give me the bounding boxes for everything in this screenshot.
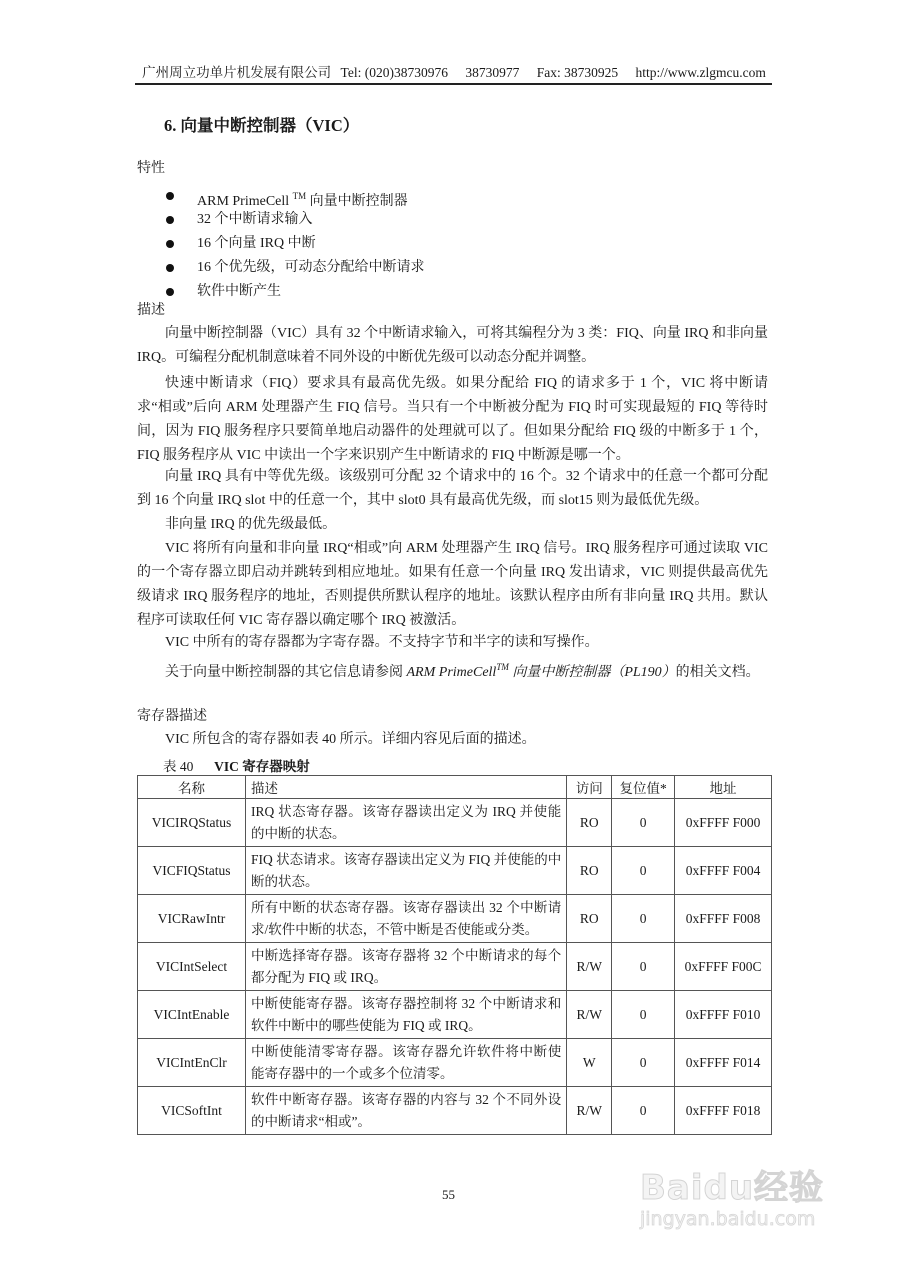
list-item: ARM PrimeCell ™ 向量中断控制器 [137, 184, 425, 208]
register-map-table [137, 775, 772, 1135]
register-address: 0xFFFF F014 [675, 1039, 772, 1087]
column-header-access: 访问 [567, 776, 612, 799]
register-address: 0xFFFF F00C [675, 943, 772, 991]
register-access: R/W [567, 991, 612, 1039]
register-reset: 0 [612, 991, 675, 1039]
register-access: RO [567, 847, 612, 895]
paragraph-word-registers: VIC 中所有的寄存器都为字寄存器。不支持字节和半字的读和写操作。 [165, 635, 599, 650]
register-access: R/W [567, 1087, 612, 1135]
register-reset: 0 [612, 847, 675, 895]
list-item: 16 个优先级，可动态分配给中断请求 [137, 256, 425, 280]
section-title: 6. 向量中断控制器（VIC） [164, 116, 360, 135]
registers-heading: 寄存器描述 [137, 709, 207, 724]
register-description: 软件中断寄存器。该寄存器的内容与 32 个不同外设的中断请求“相或”。 [245, 1087, 566, 1135]
column-header-address: 地址 [675, 776, 772, 799]
list-item: 32 个中断请求输入 [137, 208, 425, 232]
watermark-logo: Baidu经验 [640, 1168, 825, 1208]
register-address: 0xFFFF F008 [675, 895, 772, 943]
table-row [138, 847, 772, 895]
table-row [138, 799, 772, 847]
register-reset: 0 [612, 1087, 675, 1135]
features-heading: 特性 [137, 161, 165, 176]
bullet-icon [166, 240, 174, 248]
register-access: RO [567, 895, 612, 943]
trademark: TM [292, 191, 307, 201]
paragraph-irq-signal: VIC 将所有向量和非向量 IRQ“相或”向 ARM 处理器产生 IRQ 信号。IRQ 服务程序可通过读取 VIC 的一个寄存器立即启动并跳转到相应地址。如果有任意一个向量 IRQ 发出请求，VIC 则提供最高优先级请求 IRQ 服务程序的地址，否则提供所默认程序的地址。该默认程序由所有非向量 IRQ 共用。默认程序可读取任何 VIC 寄存器以确定哪个 IRQ 被激活。 [137, 541, 768, 628]
register-description: IRQ 状态寄存器。该寄存器读出定义为 IRQ 并使能的中断的状态。 [245, 799, 566, 847]
register-reset: 0 [612, 943, 675, 991]
register-description: 中断使能寄存器。该寄存器控制将 32 个中断请求和软件中断中的哪些使能为 FIQ 或 IRQ。 [245, 991, 566, 1039]
register-reset: 0 [612, 895, 675, 943]
telephone-2: 38730977 [465, 65, 520, 80]
reference-doc-title: ARM PrimeCell™ 向量中断控制器（PL190） [406, 662, 676, 680]
table-number: 表 40 [163, 759, 194, 774]
list-item: 软件中断产生 [137, 280, 425, 304]
table-row [138, 991, 772, 1039]
website-link[interactable]: http://www.zlgmcu.com [635, 65, 766, 80]
register-access: RO [567, 799, 612, 847]
register-address: 0xFFFF F010 [675, 991, 772, 1039]
register-name: VICRawIntr [138, 895, 246, 943]
column-header-description: 描述 [245, 776, 566, 799]
table-row [138, 943, 772, 991]
register-name: VICSoftInt [138, 1087, 246, 1135]
paragraph-overview: 向量中断控制器（VIC）具有 32 个中断请求输入，可将其编程分为 3 类：FIQ、向量 IRQ 和非向量 IRQ。可编程分配机制意味着不同外设的中断优先级可以动态分配并调整。 [137, 326, 768, 365]
table-caption [163, 755, 310, 775]
company-name: 广州周立功单片机发展有限公司 [142, 65, 332, 80]
paragraph-fiq: 快速中断请求（FIQ）要求具有最高优先级。如果分配给 FIQ 的请求多于 1 个，VIC 将中断请求“相或”后向 ARM 处理器产生 FIQ 信号。当只有一个中断被分配为 FIQ 时可实现最短的 FIQ 等待时间，因为 FIQ 服务程序只要简单地启动器件的处理就可以了。但如果分配给 FIQ 级的中断多于 1 个，FIQ 服务程序从 VIC 中读出一个字来识别产生中断请求的 FIQ 中断源是哪一个。 [137, 376, 768, 463]
page-number: 55 [442, 1187, 455, 1202]
register-name: VICIRQStatus [138, 799, 246, 847]
table-header-row [138, 776, 772, 799]
telephone: Tel: (020)38730976 [340, 65, 448, 80]
column-header-reset: 复位值* [612, 776, 675, 799]
register-description: 中断使能清零寄存器。该寄存器允许软件将中断使能寄存器中的一个或多个位清零。 [245, 1039, 566, 1087]
bullet-icon [166, 216, 174, 224]
paragraph-vectored-irq: 向量 IRQ 具有中等优先级。该级别可分配 32 个请求中的 16 个。32 个请求中的任意一个都可分配到 16 个向量 IRQ slot 中的任意一个，其中 slot0 具有最高优先级，而 slot15 则为最低优先级。 [137, 469, 768, 508]
register-reset: 0 [612, 799, 675, 847]
fax: Fax: 38730925 [536, 65, 619, 80]
bullet-icon [166, 288, 174, 296]
table-title: VIC 寄存器映射 [214, 759, 310, 774]
paragraph-nonvectored-irq: 非向量 IRQ 的优先级最低。 [165, 517, 337, 532]
baidu-jingyan-watermark [640, 1168, 860, 1248]
bullet-icon [166, 264, 174, 272]
paragraph-reference: 关于向量中断控制器的其它信息请参阅 ARM PrimeCell™ 向量中断控制器（PL190）的相关文档。 [165, 662, 760, 680]
list-item: 16 个向量 IRQ 中断 [137, 232, 425, 256]
register-address: 0xFFFF F018 [675, 1087, 772, 1135]
description-heading: 描述 [137, 303, 165, 318]
features-list [137, 184, 425, 304]
table-row [138, 1087, 772, 1135]
register-reset: 0 [612, 1039, 675, 1087]
page-header [136, 64, 772, 82]
register-name: VICIntEnClr [138, 1039, 246, 1087]
registers-intro: VIC 所包含的寄存器如表 40 所示。详细内容见后面的描述。 [165, 732, 536, 747]
register-description: 所有中断的状态寄存器。该寄存器读出 32 个中断请求/软件中断的状态，不管中断是否使能或分类。 [245, 895, 566, 943]
table-row [138, 1039, 772, 1087]
register-address: 0xFFFF F004 [675, 847, 772, 895]
column-header-name: 名称 [138, 776, 246, 799]
register-name: VICIntSelect [138, 943, 246, 991]
register-description: FIQ 状态请求。该寄存器读出定义为 FIQ 并使能的中断的状态。 [245, 847, 566, 895]
watermark-url: jingyan.baidu.com [640, 1208, 816, 1230]
register-name: VICIntEnable [138, 991, 246, 1039]
register-name: VICFIQStatus [138, 847, 246, 895]
register-description: 中断选择寄存器。该寄存器将 32 个中断请求的每个都分配为 FIQ 或 IRQ。 [245, 943, 566, 991]
header-divider [135, 83, 772, 85]
bullet-icon [166, 192, 174, 200]
register-access: W [567, 1039, 612, 1087]
register-address: 0xFFFF F000 [675, 799, 772, 847]
table-row [138, 895, 772, 943]
register-access: R/W [567, 943, 612, 991]
